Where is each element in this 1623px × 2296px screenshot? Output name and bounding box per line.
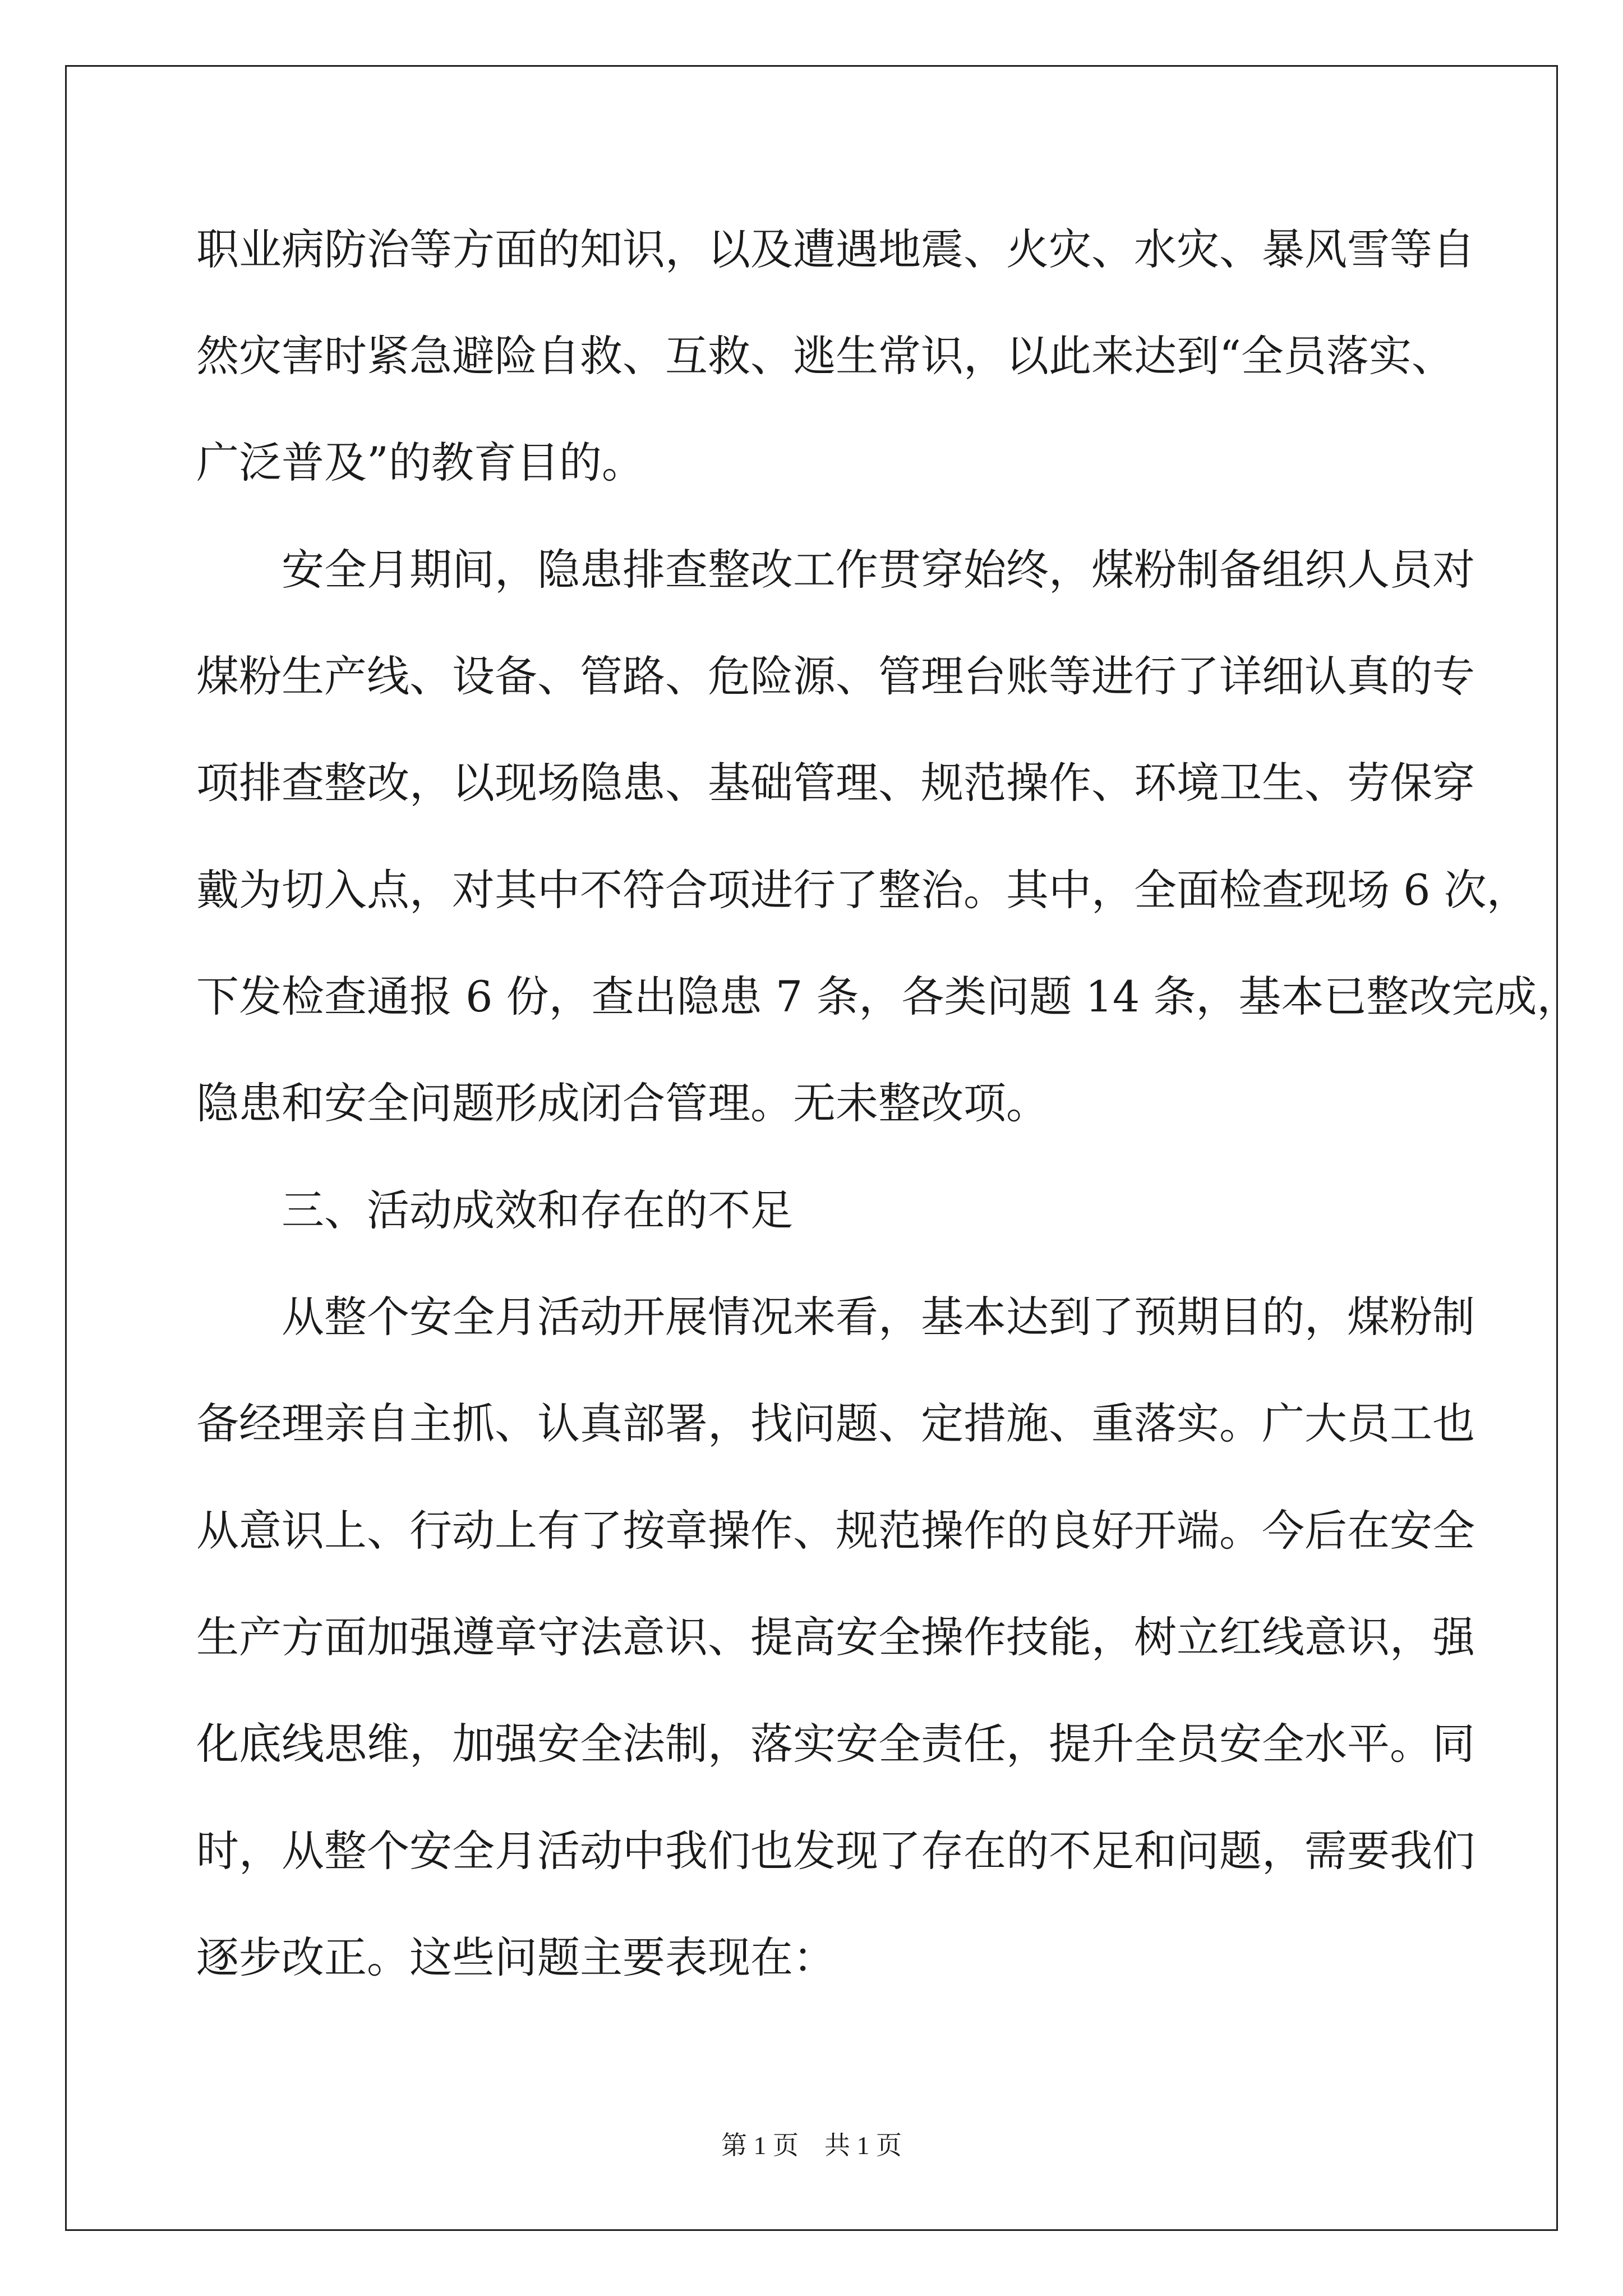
text-line: 生产方面加强遵章守法意识、提高安全操作技能，树立红线意识，强	[196, 1612, 1475, 1662]
text-line: 化底线思维，加强安全法制，落实安全责任，提升全员安全水平。同	[196, 1719, 1475, 1769]
section-heading: 三、活动成效和存在的不足	[282, 1185, 793, 1235]
text-line: 从意识上、行动上有了按章操作、规范操作的良好开端。今后在安全	[196, 1506, 1475, 1556]
page-total: 共 1 页	[824, 2131, 902, 2160]
text-line: 下发检查通报 6 份，查出隐患 7 条，各类问题 14 条，基本已整改完成，	[196, 972, 1580, 1022]
page-border	[65, 65, 1580, 2231]
text-line: 项排查整改，以现场隐患、基础管理、规范操作、环境卫生、劳保穿	[196, 758, 1475, 808]
paragraph-first-line: 从整个安全月活动开展情况来看，基本达到了预期目的，煤粉制	[282, 1292, 1475, 1342]
text-line: 职业病防治等方面的知识，以及遭遇地震、火灾、水灾、暴风雪等自	[196, 224, 1475, 274]
text-line: 煤粉生产线、设备、管路、危险源、管理台账等进行了详细认真的专	[196, 651, 1475, 701]
text-line: 戴为切入点，对其中不符合项进行了整治。其中，全面检查现场 6 次，	[196, 865, 1529, 915]
page-footer	[0, 2129, 1623, 2162]
text-line: 时，从整个安全月活动中我们也发现了存在的不足和问题，需要我们	[196, 1826, 1475, 1876]
paragraph-first-line: 安全月期间，隐患排查整改工作贯穿始终，煤粉制备组织人员对	[282, 545, 1475, 595]
text-line: 然灾害时紧急避险自救、互救、逃生常识，以此来达到“全员落实、	[196, 331, 1454, 381]
text-line: 逐步改正。这些问题主要表现在：	[196, 1932, 836, 1982]
page-number: 第 1 页	[721, 2131, 799, 2160]
text-line: 广泛普及”的教育目的。	[196, 438, 644, 487]
text-line: 备经理亲自主抓、认真部署，找问题、定措施、重落实。广大员工也	[196, 1398, 1475, 1448]
text-line: 隐患和安全问题形成闭合管理。无未整改项。	[196, 1078, 1049, 1128]
